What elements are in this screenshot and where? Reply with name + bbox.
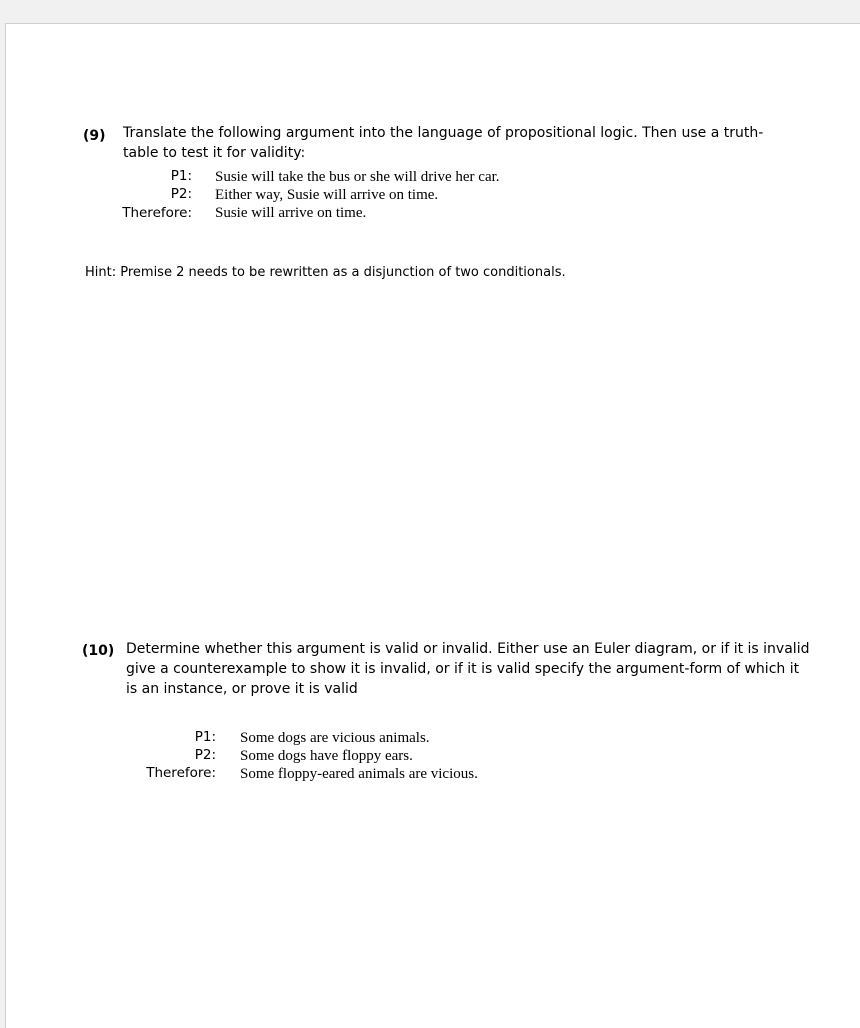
q10-premise-2-text: Some dogs have floppy ears. xyxy=(240,748,413,764)
q10-conclusion-text: Some floppy-eared animals are vicious. xyxy=(240,766,478,782)
q9-premise-2-text: Either way, Susie will arrive on time. xyxy=(215,187,439,203)
question-10-line-3: is an instance, or prove it is valid xyxy=(126,681,358,697)
q9-conclusion-text: Susie will arrive on time. xyxy=(215,205,367,221)
q10-conclusion-label: Therefore: xyxy=(146,765,216,781)
document-page xyxy=(5,23,860,1028)
q10-premise-1-text: Some dogs are vicious animals. xyxy=(240,730,430,746)
question-9-hint: Hint: Premise 2 needs to be rewritten as a disjunction of two conditionals. xyxy=(85,265,566,280)
q9-premise-1-label: P1: xyxy=(170,168,192,184)
q10-premise-1-label: P1: xyxy=(194,729,216,745)
q10-premise-2-label: P2: xyxy=(194,747,216,763)
question-10-line-1: Determine whether this argument is valid or invalid. Either use an Euler diagram, or if it is invalid xyxy=(126,641,810,657)
q9-conclusion-label: Therefore: xyxy=(122,205,192,221)
q9-premise-1-text: Susie will take the bus or she will drive her car. xyxy=(215,169,500,185)
question-10-number: (10) xyxy=(82,643,115,659)
q9-premise-2-label: P2: xyxy=(170,186,192,202)
question-9-line-1: Translate the following argument into the language of propositional logic. Then use a truth- xyxy=(123,125,764,141)
question-10-prompt xyxy=(126,639,809,699)
question-10-line-2: give a counterexample to show it is invalid, or if it is valid specify the argument-form of which it xyxy=(126,661,800,677)
question-9-prompt xyxy=(123,123,763,163)
question-9-line-2: table to test it for validity: xyxy=(123,145,306,161)
question-9-number: (9) xyxy=(83,128,106,144)
